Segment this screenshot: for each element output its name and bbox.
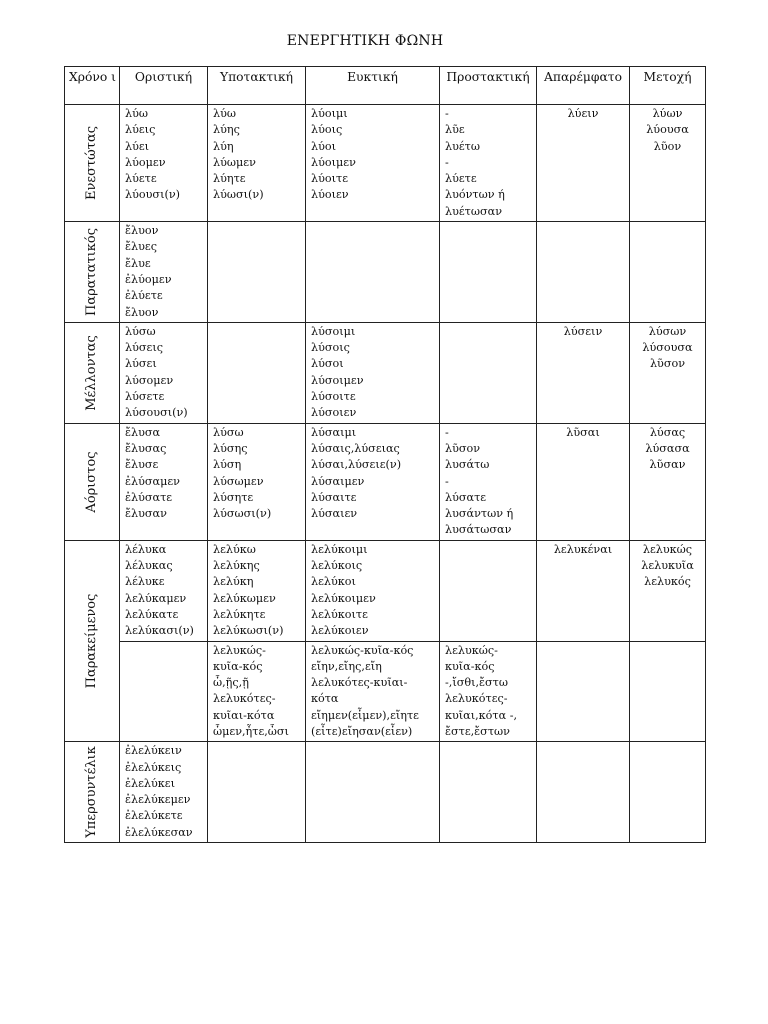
form-line: λύομεν	[125, 155, 166, 169]
metochi-cell	[630, 641, 706, 742]
tense-label-cell	[65, 322, 120, 423]
tense-label: Μέλλοντας	[83, 334, 99, 411]
tense-label: Αόριστος	[83, 451, 99, 513]
metochi-cell	[630, 540, 706, 641]
oristiki-cell	[120, 742, 208, 843]
prostaktiki-cell	[440, 322, 537, 423]
prostaktiki-cell	[440, 222, 537, 323]
form-line: λύσωμεν	[213, 474, 264, 488]
form-line: ἐλύετε	[125, 289, 163, 303]
form-line: λύοιμεν	[311, 155, 356, 169]
form-line: λυσάτω	[445, 458, 490, 472]
form-line: ἔλυσε	[125, 458, 159, 472]
form-line: ἐλελύκετε	[125, 809, 183, 823]
ypotaktiki-cell	[208, 105, 306, 222]
form-line: λελυκότες-	[213, 692, 276, 706]
form-line: εἴημεν(εἶμεν),εἴητε	[311, 708, 419, 722]
tense-row	[65, 222, 706, 323]
form-line: ὦ,ῇς,ῇ	[213, 676, 249, 690]
tense-label: Παρακείμενος	[83, 593, 99, 689]
form-line: λύετε	[445, 172, 477, 186]
metochi-cell	[630, 105, 706, 222]
form-line: λελυκώς-	[445, 643, 498, 657]
form-line: ἔλυσαν	[125, 507, 167, 521]
form-line: λύσαιτε	[311, 490, 357, 504]
form-line: ὦμεν,ἦτε,ὦσι	[213, 724, 289, 738]
form-line: λυσάτωσαν	[445, 523, 512, 537]
form-line: λύοιτε	[311, 172, 348, 186]
form-line: λῦσον	[445, 441, 481, 455]
tense-row	[65, 105, 706, 222]
form-line: λύη	[213, 139, 234, 153]
form-line: λελύκη	[213, 575, 254, 589]
form-line: λελυκώς	[642, 542, 693, 556]
form-line: λύσαις,λύσειας	[311, 441, 400, 455]
oristiki-cell	[120, 222, 208, 323]
form-line: λελύκοις	[311, 559, 363, 573]
form-line: λέλυκα	[125, 542, 167, 556]
form-line: λελύκητε	[213, 607, 266, 621]
form-line: λελύκοιεν	[311, 624, 369, 638]
form-line: κυῖα-κός	[213, 659, 263, 673]
form-line: ἐλύομεν	[125, 272, 172, 286]
tense-label-cell	[65, 423, 120, 540]
form-line: ἐλελύκεις	[125, 760, 182, 774]
form-line: κυῖαι,κότα -,	[445, 708, 518, 722]
form-line: λύοιεν	[311, 188, 349, 202]
form-line: λύσοιμι	[311, 324, 356, 338]
tense-label: Παρατατικός	[83, 227, 99, 316]
tense-label: Υπερσυντέλικ	[83, 746, 99, 838]
form-line: λύσω	[213, 425, 244, 439]
form-line: ἐλύσατε	[125, 490, 173, 504]
form-line: λελύκης	[213, 559, 260, 573]
form-line: λύσοις	[311, 341, 350, 355]
header-oristiki: Οριστική	[120, 67, 208, 105]
form-line: ἔλυες	[125, 240, 157, 254]
prostaktiki-cell	[440, 641, 537, 742]
form-line: λύσατε	[445, 490, 487, 504]
form-line: λύσαιμι	[311, 425, 357, 439]
form-line: εἴην,εἴης,εἴη	[311, 659, 382, 673]
ypotaktiki-cell	[208, 641, 306, 742]
form-line: λῦσαν	[649, 458, 686, 472]
form-line: λύοι	[311, 139, 337, 153]
oristiki-cell	[120, 105, 208, 222]
form-line: λυόντων ή	[445, 188, 505, 202]
form-line: λελύκαμεν	[125, 591, 187, 605]
form-line: λύσεις	[125, 341, 163, 355]
form-line: λύσαιεν	[311, 507, 358, 521]
euktiki-cell	[306, 222, 440, 323]
header-ypotaktiki: Υποτακτική	[208, 67, 306, 105]
form-line: λύσαιμεν	[311, 474, 365, 488]
form-line: λελύκοιμεν	[311, 591, 376, 605]
form-line: λύση	[213, 458, 242, 472]
aparemfato-cell	[537, 322, 630, 423]
header-metochi: Μετοχή	[630, 67, 706, 105]
form-line: λελυκώς-κυῖα-κός	[311, 643, 414, 657]
form-line: λύω	[213, 107, 237, 120]
tense-row	[65, 742, 706, 843]
form-line: λῦσαι	[566, 425, 600, 439]
form-line: λύσας	[649, 425, 686, 439]
form-line: ἐλελύκει	[125, 776, 175, 790]
tense-row	[65, 423, 706, 540]
header-tense: Χρόνο ι	[65, 67, 120, 105]
metochi-cell	[630, 742, 706, 843]
euktiki-cell	[306, 423, 440, 540]
form-line: ἔλυσα	[125, 425, 161, 439]
aparemfato-cell	[537, 222, 630, 323]
form-line: λυέτωσαν	[445, 204, 502, 218]
aparemfato-cell	[537, 105, 630, 222]
form-line: ἔλυε	[125, 256, 151, 270]
form-line: κυῖαι-κότα	[213, 708, 275, 722]
header-aparemfato: Απαρέμφατο	[537, 67, 630, 105]
form-line: λύσαι,λύσειε(ν)	[311, 458, 402, 472]
form-line: λυσάντων ή	[445, 507, 514, 521]
prostaktiki-cell	[440, 423, 537, 540]
form-line: λελύκασι(ν)	[125, 624, 194, 638]
form-line: λελυκός	[644, 575, 691, 589]
oristiki-cell	[120, 322, 208, 423]
form-line: λελυκώς-	[213, 643, 266, 657]
form-line: λελύκωμεν	[213, 591, 276, 605]
form-line: λύωσι(ν)	[213, 188, 264, 202]
aparemfato-cell	[537, 540, 630, 641]
form-line: λύουσα	[646, 123, 689, 137]
form-line: λύεις	[125, 123, 156, 137]
form-line: λυέτω	[445, 139, 480, 153]
aparemfato-cell	[537, 742, 630, 843]
form-line: ἔλυσας	[125, 441, 167, 455]
euktiki-cell	[306, 322, 440, 423]
form-line: λύων	[652, 107, 683, 120]
metochi-cell	[630, 322, 706, 423]
form-line: λέλυκε	[125, 575, 165, 589]
tense-label: Ενεστώτας	[83, 126, 99, 201]
form-line: ἐλελύκεσαν	[125, 825, 193, 839]
form-line: λύσοι	[311, 357, 344, 371]
form-line: λύσουσι(ν)	[125, 406, 188, 420]
form-line: λελύκω	[213, 542, 256, 556]
form-line: λύητε	[213, 172, 246, 186]
tense-label-cell	[65, 105, 120, 222]
form-line: ἔλυον	[125, 305, 159, 319]
form-line: ἐλύσαμεν	[125, 474, 180, 488]
form-line: λύσητε	[213, 490, 254, 504]
form-line: λύσουσα	[642, 341, 693, 355]
euktiki-cell	[306, 105, 440, 222]
header-prostaktiki: Προστακτική	[440, 67, 537, 105]
conjugation-table	[64, 66, 706, 843]
form-line: -	[445, 474, 449, 488]
form-line: λύσει	[125, 357, 157, 371]
form-line: λελυκυῖα	[641, 559, 694, 573]
form-line: κυῖα-κός	[445, 659, 495, 673]
prostaktiki-cell	[440, 540, 537, 641]
form-line: λελύκοιτε	[311, 607, 368, 621]
prostaktiki-cell	[440, 105, 537, 222]
form-line: λελύκωσι(ν)	[213, 624, 284, 638]
form-line: λύσω	[125, 324, 156, 338]
form-line: λύσοιεν	[311, 406, 357, 420]
metochi-cell	[630, 222, 706, 323]
aparemfato-cell	[537, 423, 630, 540]
form-line: λελύκοι	[311, 575, 356, 589]
oristiki-cell	[120, 540, 208, 641]
form-line: λελύκατε	[125, 607, 179, 621]
form-line: λέλυκας	[125, 559, 173, 573]
oristiki-cell	[120, 423, 208, 540]
oristiki-cell	[120, 641, 208, 742]
form-line: λύει	[125, 139, 150, 153]
tense-row	[65, 641, 706, 742]
form-line: ἔστε,ἔστων	[445, 724, 510, 738]
form-line: -	[445, 425, 449, 439]
form-line: -	[445, 155, 449, 169]
form-line: ἐλελύκειν	[125, 744, 182, 758]
metochi-cell	[630, 423, 706, 540]
euktiki-cell	[306, 641, 440, 742]
form-line: λύσασα	[645, 441, 690, 455]
header-euktiki: Ευκτική	[306, 67, 440, 105]
tense-row	[65, 540, 706, 641]
form-line: λύσης	[213, 441, 248, 455]
ypotaktiki-cell	[208, 222, 306, 323]
euktiki-cell	[306, 540, 440, 641]
ypotaktiki-cell	[208, 322, 306, 423]
form-line: λύειν	[567, 107, 599, 120]
form-line: λύω	[125, 107, 149, 120]
form-line: λύσοιμεν	[311, 373, 364, 387]
form-line: -,ἴσθι,ἔστω	[445, 676, 508, 690]
form-line: λῦον	[653, 139, 682, 153]
aparemfato-cell	[537, 641, 630, 742]
form-line: -	[445, 107, 449, 120]
form-line: λελυκέναι	[553, 542, 613, 556]
form-line: λύσωσι(ν)	[213, 507, 272, 521]
form-line: λύσειν	[563, 324, 603, 338]
ypotaktiki-cell	[208, 742, 306, 843]
form-line: λύετε	[125, 172, 157, 186]
form-line: λύουσι(ν)	[125, 188, 180, 202]
form-line: λῦε	[445, 123, 465, 137]
form-line: λελυκότες-	[445, 692, 508, 706]
form-line: λύσοιτε	[311, 390, 356, 404]
form-line: λελυκότες-κυῖαι-	[311, 676, 408, 690]
form-line: λύοις	[311, 123, 343, 137]
form-line: λελύκοιμι	[311, 542, 368, 556]
tense-label-cell	[65, 540, 120, 742]
header-row	[65, 67, 706, 105]
tense-label-cell	[65, 742, 120, 843]
form-line: λύης	[213, 123, 240, 137]
form-line: ἐλελύκεμεν	[125, 793, 191, 807]
form-line: λύσετε	[125, 390, 165, 404]
form-line: (εἶτε)εἴησαν(εἶεν)	[311, 724, 413, 738]
ypotaktiki-cell	[208, 423, 306, 540]
form-line: λύσομεν	[125, 373, 174, 387]
form-line: ἔλυον	[125, 224, 159, 238]
tense-row	[65, 322, 706, 423]
tense-label-cell	[65, 222, 120, 323]
form-line: λύοιμι	[311, 107, 348, 120]
form-line: λῦσον	[649, 357, 686, 371]
prostaktiki-cell	[440, 742, 537, 843]
form-line: λύσων	[648, 324, 687, 338]
page-title: ΕΝΕΡΓΗΤΙΚΗ ΦΩΝΗ	[286, 33, 444, 49]
form-line: κότα	[311, 692, 339, 706]
euktiki-cell	[306, 742, 440, 843]
form-line: λύωμεν	[213, 155, 256, 169]
ypotaktiki-cell	[208, 540, 306, 641]
